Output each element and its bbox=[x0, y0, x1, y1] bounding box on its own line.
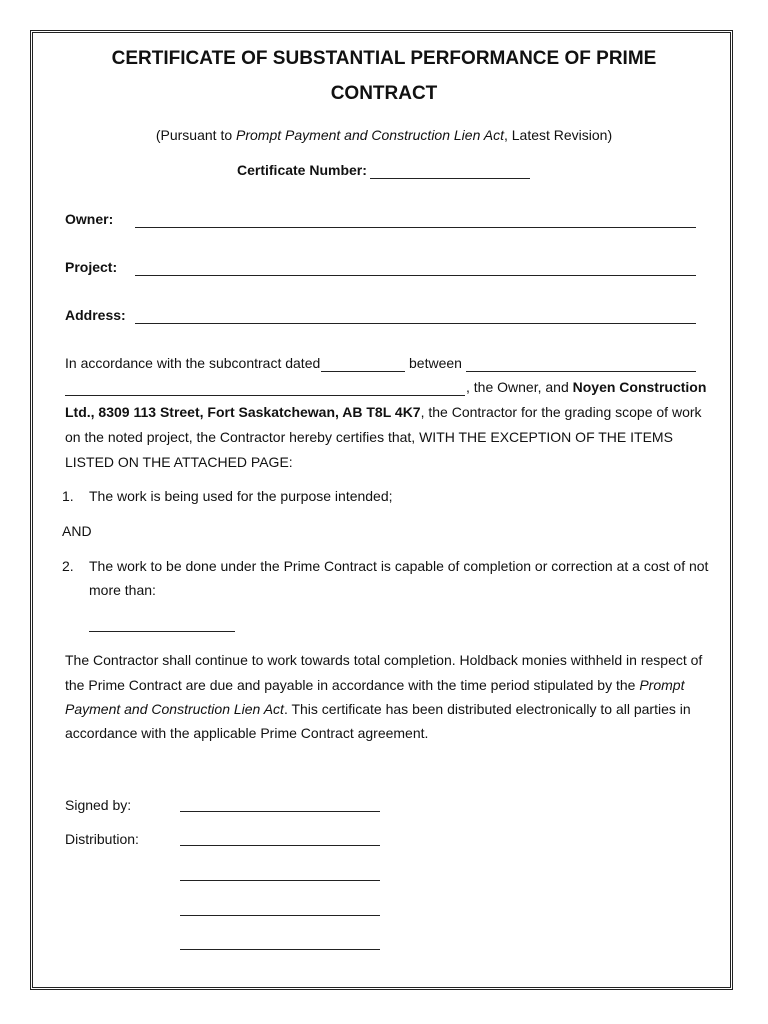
item1-text: The work is being used for the purpose intended; bbox=[89, 488, 393, 504]
distribution-field-4[interactable] bbox=[180, 949, 380, 950]
para2-act-start: Prompt bbox=[639, 677, 685, 693]
para2-line2-a: the Prime Contract are due and payable in accordance with the time period stipulated by the bbox=[65, 677, 640, 693]
certificate-number-label: Certificate Number: bbox=[237, 162, 367, 178]
address-label: Address: bbox=[65, 307, 126, 323]
item1-number: 1. bbox=[62, 488, 74, 504]
contractor-address: Ltd., 8309 113 Street, Fort Saskatchewan, AB T8L 4K7 bbox=[65, 404, 421, 420]
distribution-label: Distribution: bbox=[65, 831, 139, 847]
para1-line1-a: In accordance with the subcontract dated bbox=[65, 355, 321, 371]
cost-field[interactable] bbox=[89, 631, 235, 632]
certificate-number-field[interactable] bbox=[370, 178, 530, 179]
para1-line4: on the noted project, the Contractor hereby certifies that, WITH THE EXCEPTION OF THE ITEMS bbox=[65, 429, 673, 445]
para2-line3-rest: . This certificate has been distributed electronically to all parties in bbox=[283, 701, 691, 717]
subcontract-date-field[interactable] bbox=[321, 371, 405, 372]
signed-by-label: Signed by: bbox=[65, 797, 132, 813]
para1-line3 bbox=[65, 404, 702, 420]
distribution-field-2[interactable] bbox=[180, 880, 380, 881]
para2-line1: The Contractor shall continue to work towards total completion. Holdback monies withheld in respect of bbox=[65, 652, 703, 668]
para1-line3-rest: , the Contractor for the grading scope of work bbox=[420, 404, 702, 420]
pursuant-pre: (Pursuant to bbox=[155, 127, 237, 143]
owner-field[interactable] bbox=[135, 227, 696, 228]
pursuant-post: , Latest Revision) bbox=[503, 127, 613, 143]
para1-line2-a: , the Owner, and bbox=[466, 379, 573, 395]
owner-label: Owner: bbox=[65, 211, 114, 227]
para2-act-end: Payment and Construction Lien Act bbox=[65, 701, 284, 717]
between-party-field[interactable] bbox=[466, 371, 696, 372]
para2-line4: accordance with the applicable Prime Contract agreement. bbox=[65, 725, 429, 741]
pursuant-note bbox=[40, 127, 728, 143]
item2-line2: more than: bbox=[89, 582, 156, 598]
distribution-field-1[interactable] bbox=[180, 845, 380, 846]
item2-line1: The work to be done under the Prime Contract is capable of completion or correction at a cost of not bbox=[89, 558, 709, 574]
para1-line1-b: between bbox=[409, 355, 462, 371]
between-party-field-continued[interactable] bbox=[65, 395, 465, 396]
pursuant-act: Prompt Payment and Construction Lien Act bbox=[236, 127, 504, 143]
title-line-1: CERTIFICATE OF SUBSTANTIAL PERFORMANCE OF PRIME bbox=[111, 48, 657, 69]
distribution-field-3[interactable] bbox=[180, 915, 380, 916]
para2-line3 bbox=[65, 701, 691, 717]
title-line-2: CONTRACT bbox=[330, 83, 438, 104]
para1-line5: LISTED ON THE ATTACHED PAGE: bbox=[65, 454, 293, 470]
address-field[interactable] bbox=[135, 323, 696, 324]
project-label: Project: bbox=[65, 259, 118, 275]
para2-line2 bbox=[65, 677, 684, 693]
item2-number: 2. bbox=[62, 558, 74, 574]
project-field[interactable] bbox=[135, 275, 696, 276]
and-text: AND bbox=[62, 523, 92, 539]
signed-by-field[interactable] bbox=[180, 811, 380, 812]
para1-line2 bbox=[466, 379, 706, 395]
contractor-name: Noyen Construction bbox=[572, 379, 707, 395]
